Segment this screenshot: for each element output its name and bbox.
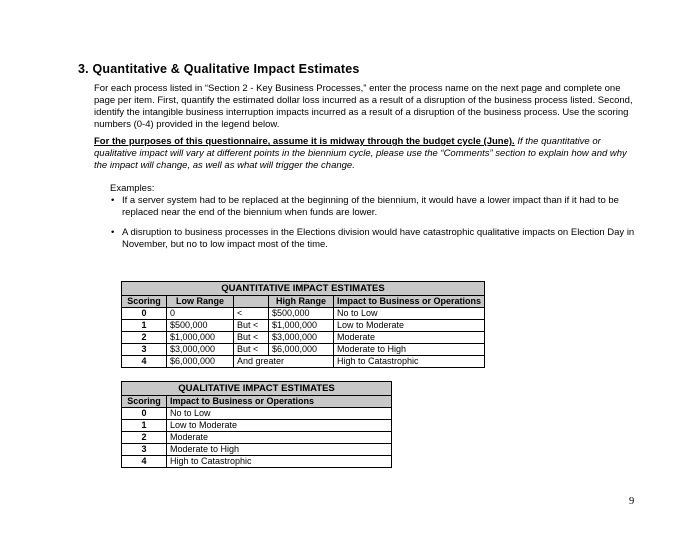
- table-cell: <: [234, 308, 269, 320]
- table-cell: 0: [167, 308, 234, 320]
- list-item: • If a server system had to be replaced at the beginning of the biennium, it would have a lower impact than if it had to be replaced near the end of the biennium when funds are lower.: [110, 195, 648, 219]
- column-header: Scoring: [122, 296, 167, 308]
- table-cell: High to Catastrophic: [167, 456, 392, 468]
- table-row: [122, 432, 392, 444]
- table-cell: Low to Moderate: [334, 320, 485, 332]
- table-cell: No to Low: [167, 408, 392, 420]
- table-cell: Moderate: [334, 332, 485, 344]
- table-cell: 4: [122, 356, 167, 368]
- page-number: 9: [629, 496, 635, 507]
- table-cell: $500,000: [167, 320, 234, 332]
- table-row: [122, 456, 392, 468]
- table-cell: $6,000,000: [167, 356, 234, 368]
- table-row: [122, 420, 392, 432]
- table-cell: 1: [122, 320, 167, 332]
- section-heading: 3. Quantitative & Qualitative Impact Estimates: [78, 62, 360, 76]
- table-cell: Moderate to High: [334, 344, 485, 356]
- assumption-italic-text: If the quantitative or qualitative impact will vary at different points in the biennium cycle, please use the “Comments” section to explain how and why the impact will change, as well as what will trigger the change.: [94, 136, 627, 171]
- table-row: [122, 332, 485, 344]
- table-cell: $3,000,000: [167, 344, 234, 356]
- table-row: [122, 320, 485, 332]
- quantitative-impact-table: [121, 281, 485, 368]
- qualitative-impact-table: [121, 381, 392, 468]
- column-header: High Range: [269, 296, 334, 308]
- table-row: [122, 356, 485, 368]
- column-header: Impact to Business or Operations: [167, 396, 392, 408]
- table-row: [122, 408, 392, 420]
- examples-label: Examples:: [110, 183, 155, 194]
- table-cell: 3: [122, 344, 167, 356]
- column-header: [234, 296, 269, 308]
- table-cell: Moderate: [167, 432, 392, 444]
- table-cell: $3,000,000: [269, 332, 334, 344]
- table-cell: 4: [122, 456, 167, 468]
- table-cell: High to Catastrophic: [334, 356, 485, 368]
- table-cell: $6,000,000: [269, 344, 334, 356]
- column-header: Impact to Business or Operations: [334, 296, 485, 308]
- table-cell: 2: [122, 432, 167, 444]
- table-cell: 1: [122, 420, 167, 432]
- table-title: QUALITATIVE IMPACT ESTIMATES: [122, 382, 392, 396]
- table-cell: Low to Moderate: [167, 420, 392, 432]
- table-cell: Moderate to High: [167, 444, 392, 456]
- examples-list: [110, 195, 648, 259]
- assumption-bold-text: For the purposes of this questionnaire, assume it is midway through the budget cycle (June).: [94, 136, 515, 147]
- column-header: Scoring: [122, 396, 167, 408]
- table-cell: $500,000: [269, 308, 334, 320]
- table-title: QUANTITATIVE IMPACT ESTIMATES: [122, 282, 485, 296]
- table-cell: But <: [234, 320, 269, 332]
- table-cell: But <: [234, 344, 269, 356]
- table-row: [122, 444, 392, 456]
- assumption-paragraph: [94, 136, 642, 172]
- list-item: • A disruption to business processes in the Elections division would have catastrophic qualitative impacts on Election Day in November, but no to low impact most of the time.: [110, 227, 648, 251]
- table-cell: 0: [122, 308, 167, 320]
- table-cell: $1,000,000: [269, 320, 334, 332]
- table-cell: $1,000,000: [167, 332, 234, 344]
- intro-paragraph: For each process listed in “Section 2 - Key Business Processes,” enter the process name on the next page and complete one page per item. First, quantify the estimated dollar loss incurred as a result of a disruption of the business process listed. Second, identify the intangible business interruption impacts incurred as a result of a disruption of the business process. Use the scoring numbers (0-4) provided in the legend below.: [94, 83, 633, 130]
- table-cell: 0: [122, 408, 167, 420]
- table-cell: But <: [234, 332, 269, 344]
- column-header: Low Range: [167, 296, 234, 308]
- table-cell: 3: [122, 444, 167, 456]
- table-row: [122, 308, 485, 320]
- table-cell: No to Low: [334, 308, 485, 320]
- table-row: [122, 344, 485, 356]
- table-cell: 2: [122, 332, 167, 344]
- table-cell: And greater: [234, 356, 334, 368]
